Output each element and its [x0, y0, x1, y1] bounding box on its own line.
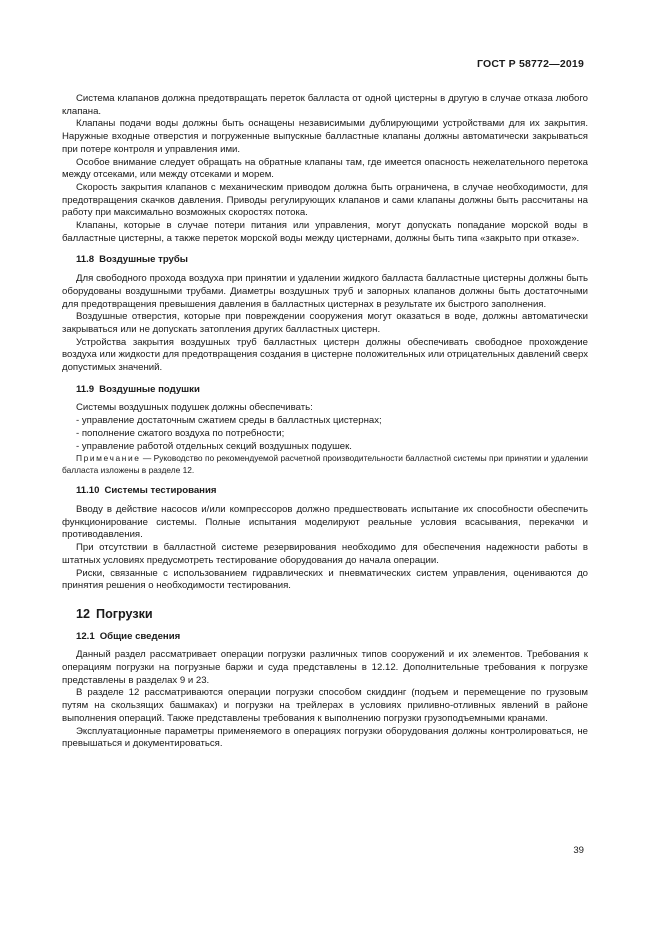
page-number: 39 — [573, 845, 584, 856]
paragraph: При отсутствии в балластной системе резервирования необходимо для обеспечения надежности работы в штатных условиях предусмотреть тестирование оборудования до начала операции. — [62, 542, 588, 566]
paragraph: Клапаны, которые в случае потери питания или управления, могут допускать попадание морской воды в балластные цистерны, а также переток морской воды между цистернами, должны быть типа «закрыто при отказе». — [62, 220, 588, 244]
section-title: Системы тестирования — [104, 485, 217, 497]
section-heading-12-1 — [62, 631, 588, 644]
paragraph: Для свободного прохода воздуха при принятии и удалении жидкого балласта балластные цистерны должны быть оборудованы воздушными трубами. Диаметры воздушных труб и запорных клапанов должны быть достаточными для предотвращения превышения давления в балластных цистернах в результате их быстрого заполнения. — [62, 273, 588, 310]
paragraph: Клапаны подачи воды должны быть оснащены независимыми дублирующими устройствами для их закрытия. Наружные входные отверстия и погруженные выпускные балластные клапаны должны автоматически закрываться при потере контроля и управления ими. — [62, 118, 588, 155]
section-number: 11.8 — [76, 254, 95, 266]
paragraph: Данный раздел рассматривает операции погрузки различных типов сооружений и их элементов. Требования к операциям погрузки на погрузные баржи и суда представлены в 12.12. Дополнительные требования к погрузке представлены в разделах 9 и 23. — [62, 649, 588, 686]
list-item: - управление работой отдельных секций воздушных подушек. — [76, 440, 352, 452]
paragraph: Устройства закрытия воздушных труб балластных цистерн должны обеспечивать свободное прохождение воздуха или жидкости для предотвращения создания в цистерне положительных или отрицательных давлений сверх допустимых значений. — [62, 336, 588, 374]
section-title: Общие сведения — [99, 630, 181, 642]
section-number: 12.1 — [76, 630, 95, 642]
note-text: — Руководство по рекомендуемой расчетной производительности балластной системы при принятии и удалении балласта изложены в разделе 12. — [62, 453, 588, 475]
chapter-title: Погрузки — [96, 606, 153, 621]
note — [62, 453, 588, 476]
paragraph: Вводу в действие насосов и/или компрессоров должно предшествовать испытание их способности обеспечить функционирование системы. Полные испытания моделируют реальные условия всасывания, перекачки и противодавления. — [62, 503, 588, 541]
paragraph: Особое внимание следует обращать на обратные клапаны там, где имеется опасность нежелательного перетока между отсеками, или между отсеками и морем. — [62, 156, 588, 181]
chapter-number: 12 — [76, 606, 91, 621]
section-heading-11-9 — [62, 384, 588, 397]
section-heading-11-10 — [62, 485, 588, 498]
list-item: - управление достаточным сжатием среды в балластных цистернах; — [76, 415, 382, 427]
section-11-8-body — [62, 273, 588, 375]
section-11-10-body — [62, 504, 588, 593]
intro-block — [62, 93, 588, 245]
paragraph: Эксплуатационные параметры применяемого в операциях погрузки оборудования должны контролироваться, не превышаться и документироваться. — [62, 725, 588, 750]
standard-header: ГОСТ Р 58772—2019 — [476, 58, 584, 70]
chapter-heading-12 — [62, 608, 588, 621]
section-number: 11.9 — [76, 383, 95, 395]
section-title: Воздушные трубы — [99, 254, 189, 266]
section-number: 11.10 — [76, 485, 100, 497]
list-item: - пополнение сжатого воздуха по потребности; — [76, 427, 285, 439]
section-title: Воздушные подушки — [99, 383, 200, 395]
page-content — [62, 93, 588, 751]
paragraph: В разделе 12 рассматриваются операции погрузки способом скиддинг (подъем и перемещение по грузовым путям на скользящих башмаках) и погрузки на трейлерах в условиях приливно-отливных явлений в районе выполнения операций. Также представлены требования к выполнению погрузки грузоподъемными кранами. — [62, 687, 588, 724]
paragraph: Воздушные отверстия, которые при повреждении сооружения могут оказаться в воде, должны автоматически закрываться или не допускать затопления других балластных цистерн. — [62, 311, 588, 335]
section-heading-11-8 — [62, 254, 588, 267]
paragraph: Риски, связанные с использованием гидравлических и пневматических систем управления, оцениваются до принятия решения о необходимости тестирования. — [62, 567, 588, 592]
paragraph: Системы воздушных подушек должны обеспечивать: — [76, 402, 313, 414]
section-12-1-body — [62, 649, 588, 751]
section-11-9-body — [62, 402, 588, 476]
paragraph: Скорость закрытия клапанов с механическим приводом должна быть ограничена, в случае необходимости, для предотвращения скачков давления. Приводы регулирующих клапанов и сами клапаны должны быть рассчитаны на работу при максимально возможных скоростях потока. — [62, 181, 588, 219]
paragraph: Система клапанов должна предотвращать переток балласта от одной цистерны в другую в случае отказа любого клапана. — [62, 93, 588, 117]
note-label: Примечание — [76, 453, 141, 464]
